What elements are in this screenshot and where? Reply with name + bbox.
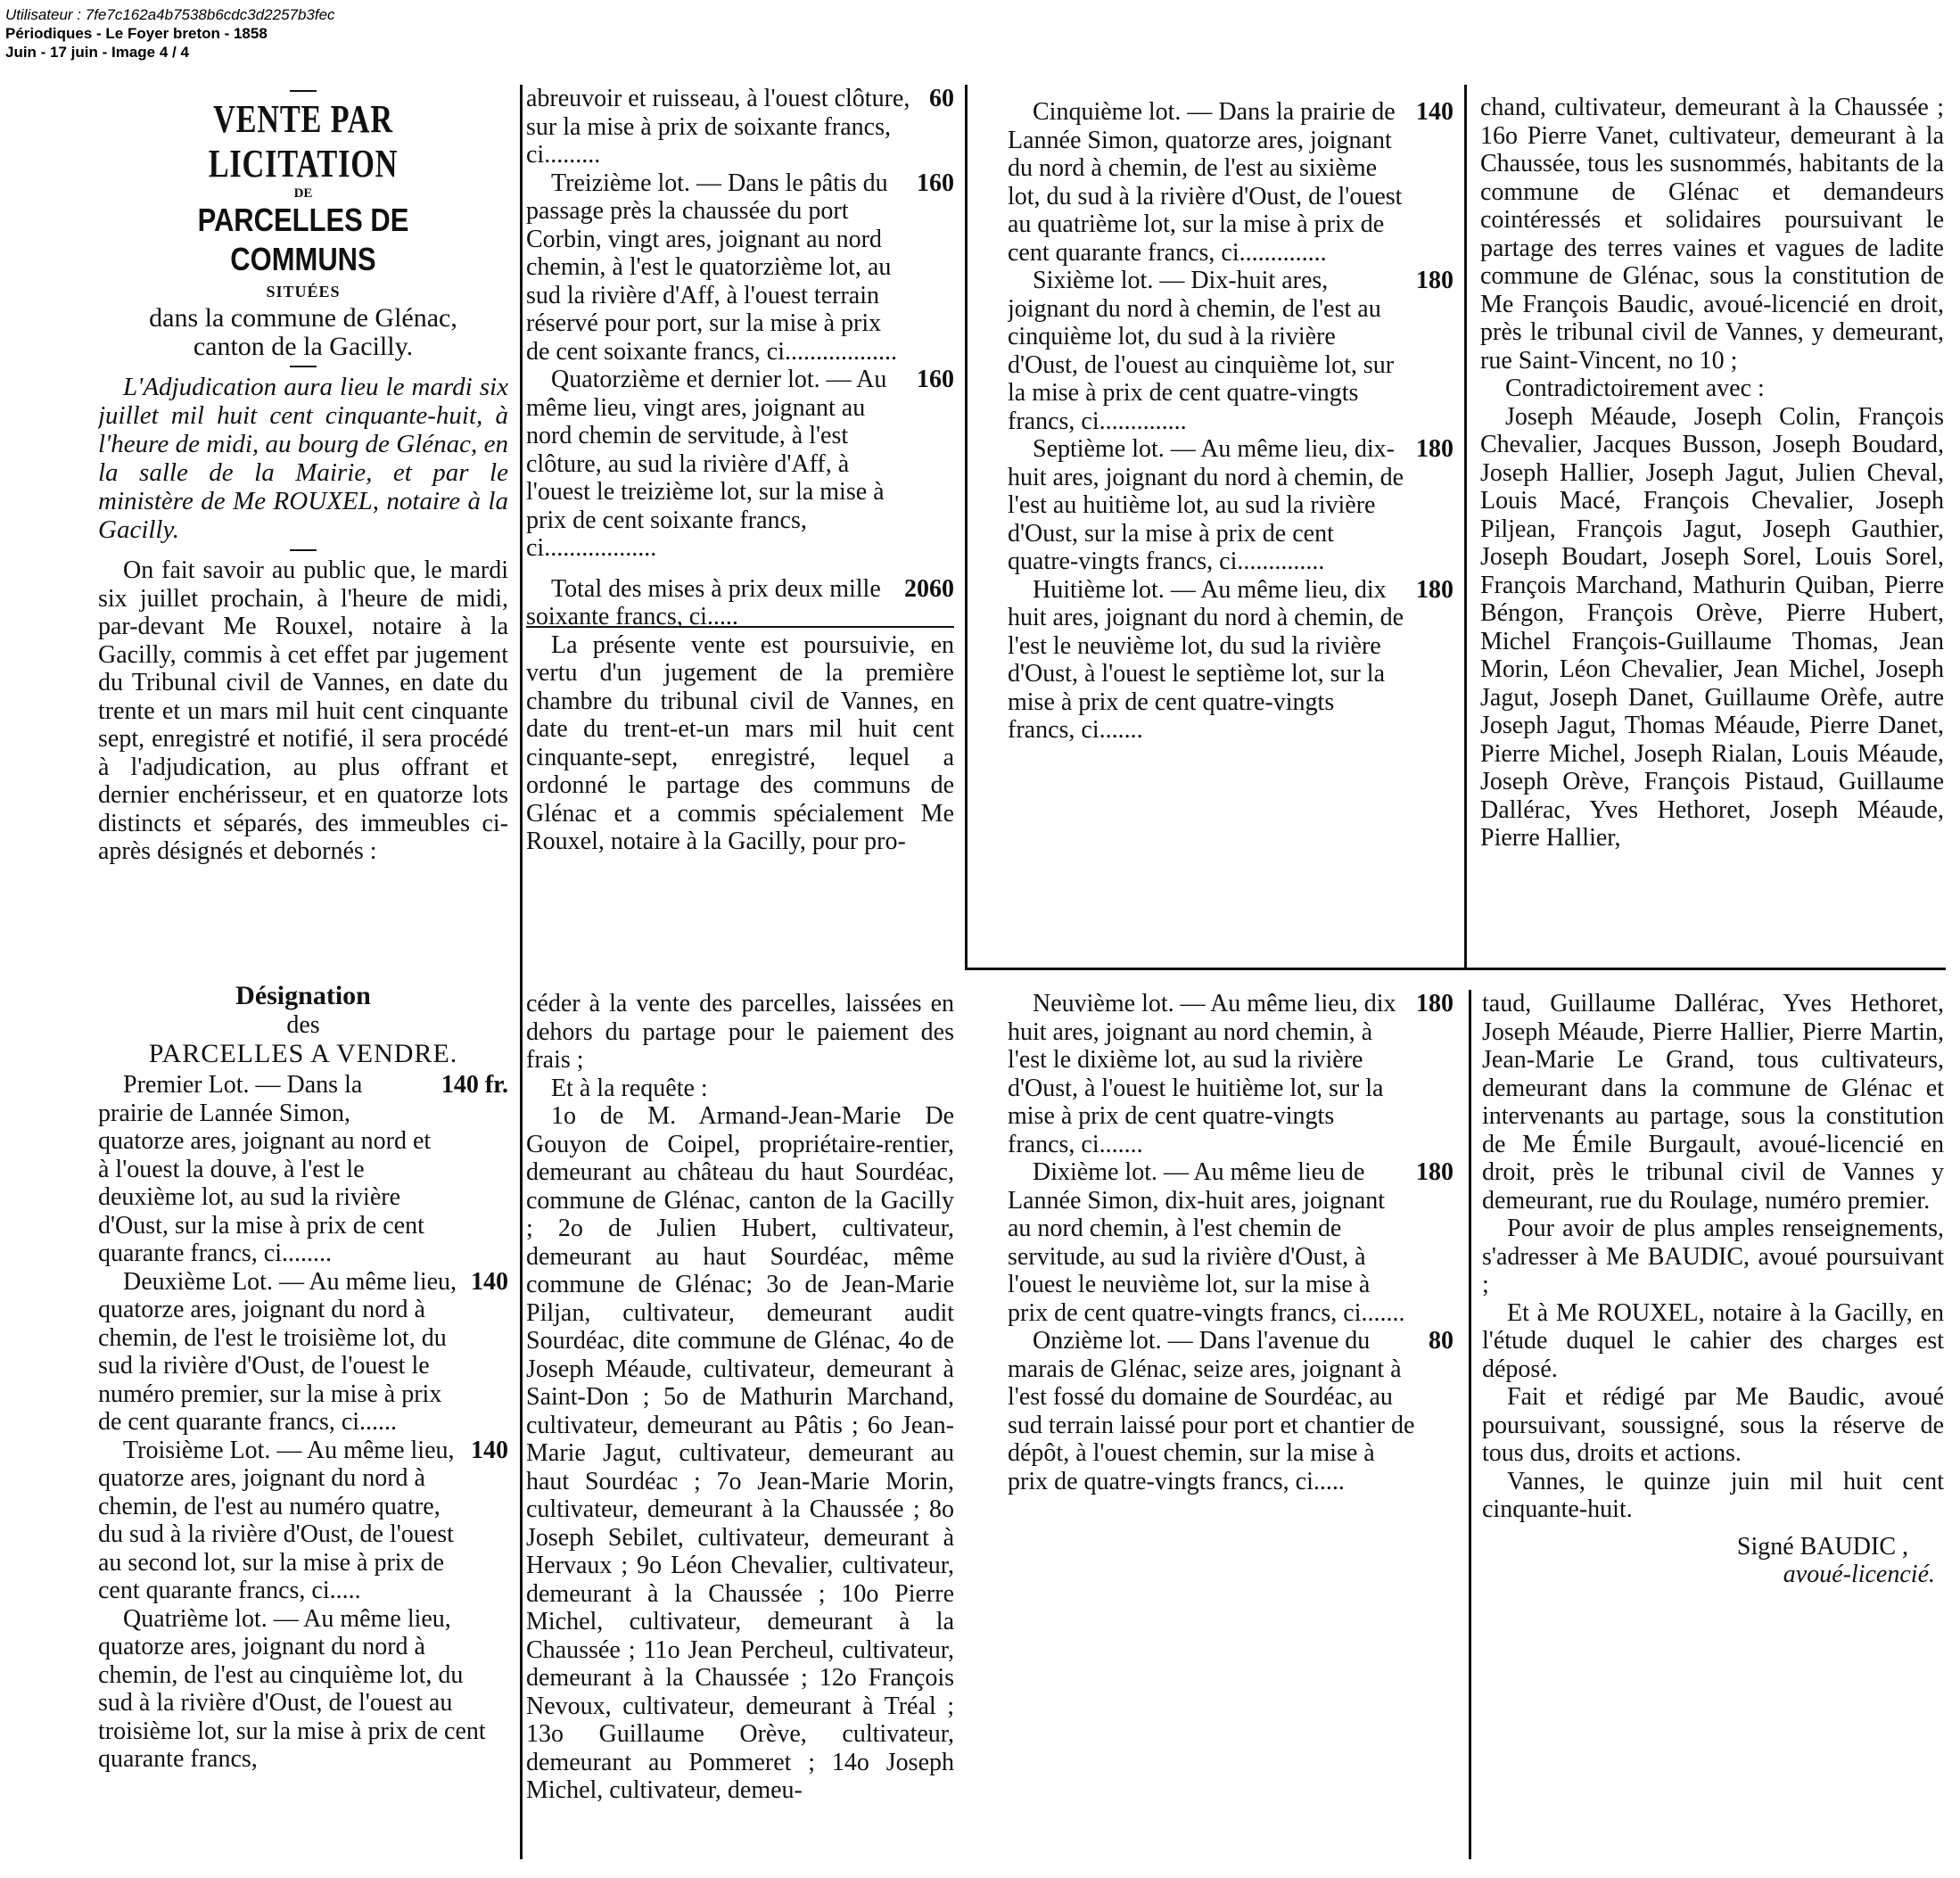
- rouxel-paragraph: Et à Me ROUXEL, notaire à la Gacilly, en l'étude duquel le cahier des charges est déposé.: [1482, 1298, 1944, 1383]
- user-id: Utilisateur : 7fe7c162a4b7538b6cdc3d2257b3fec: [5, 6, 335, 23]
- lot-entry: [1008, 576, 1454, 745]
- lot-description: Onzième lot. — Dans l'avenue du marais de Glénac, seize ares, joignant à l'est fossé du domaine de Sourdéac, au sud terrain laissé pour port et chantier de dépôt, à l'ouest chemin, sur la mise à prix de quatre-vingts francs, ci.....: [1008, 1327, 1415, 1495]
- requete-title: Et à la requête :: [551, 1074, 708, 1102]
- rule: [290, 549, 317, 551]
- lot-entry: [1008, 1158, 1454, 1327]
- contradictoirement-title: Contradictoirement avec :: [1505, 375, 1765, 402]
- signature: Signé BAUDIC ,: [1736, 1532, 1908, 1561]
- section-divider: [965, 968, 1946, 970]
- lot-price: 140: [471, 1436, 508, 1464]
- poursuite-paragraph: La présente vente est poursuivie, en vertu d'un jugement de la première chambre du tribunal civil de Vannes, en date du trent-et-un mars mil huit cent cinquante-sept, enregistré, lequel a ordonné le partage des communs de Glénac et a commis spécialement Me Rouxel, notaire à la Gacilly, pour pro-: [526, 630, 954, 855]
- lot-price: 80: [1429, 1327, 1454, 1355]
- title-de: DE: [293, 186, 313, 201]
- designation-title: Désignation: [235, 981, 371, 1010]
- lot-entry: [526, 85, 954, 169]
- lot-description: Huitième lot. — Au même lieu, dix huit ares, joignant du nord à chemin, de l'est le neuvième lot, du sud la rivière d'Oust, à l'ouest le septième lot, sur la mise à prix de cent quatre-vingts francs, ci.......: [1008, 575, 1404, 744]
- page-metadata: [5, 5, 335, 62]
- lot-entry: [1008, 1327, 1454, 1495]
- lot-description: Cinquième lot. — Dans la prairie de Lannée Simon, quatorze ares, joignant du nord à chemin, de l'est au sixième lot, du sud à la rivière d'Oust, de l'ouest au quatrième lot, sur la mise à prix de cent quarante francs, ci..............: [1008, 98, 1403, 267]
- lot-price: 180: [1416, 435, 1454, 463]
- lot-description: Troisième Lot. — Au même lieu, quatorze ares, joignant du nord à chemin, de l'est au numéro quatre, du sud à la rivière d'Oust, de l'ouest au second lot, sur la mise à prix de cent quarante francs, ci.....: [98, 1436, 455, 1604]
- date-paragraph: Vannes, le quinze juin mil huit cent cinquante-huit.: [1482, 1467, 1944, 1523]
- lot-entry: [526, 366, 954, 563]
- lot-price: 160: [917, 169, 954, 197]
- lot-price: 140: [471, 1267, 508, 1296]
- lot-price: 140: [1416, 98, 1454, 126]
- lot-description: Deuxième Lot. — Au même lieu, quatorze ares, joignant du nord à chemin, de l'est le troisième lot, du sud la rivière d'Oust, de l'ouest le numéro premier, sur la mise à prix de cent quarante francs, ci......: [98, 1267, 457, 1436]
- lot-entry: [1008, 98, 1454, 267]
- column-divider: [1464, 85, 1467, 968]
- total-entry: [526, 575, 954, 631]
- lot-price: 60: [929, 85, 954, 112]
- total-description: Total des mises à prix deux mille soixante francs, ci.....: [526, 574, 881, 630]
- lot-description: Treizième lot. — Dans le pâtis du passage près la chaussée du port Corbin, vingt ares, joignant au nord chemin, à l'est le quatorzième lot, au sud la rivière d'Aff, à l'ouest terrain réservé pour port, sur la mise à prix de cent soixante francs, ci..................: [526, 169, 897, 366]
- rule: [290, 90, 317, 92]
- requete-paragraph: 1o de M. Armand-Jean-Marie De Gouyon de Coipel, propriétaire-rentier, demeurant au château du haut Sourdéac, commune de Glénac, canton de la Gacilly ; 2o de Julien Hubert, cultivateur, demeurant au haut Sourdéac, même commune de Glénac; 3o de Jean-Marie Piljan, cultivateur, demeurant audit Sourdéac, dite commune de Glénac, 4o de Joseph Méaude, cultivateur, demeurant à Saint-Don ; 5o de Mathurin Marchand, cultivateur, demeurant au Pâtis ; 6o Jean-Marie Jagut, cultivateur, demeurant au haut Sourdéac ; 7o Jean-Marie Morin, cultivateur, demeurant à la Chaussée ; 8o Joseph Sebilet, cultivateur, demeurant à Hervaux ; 9o Léon Chevalier, cultivateur, demeurant à la Chaussée ; 10o Pierre Michel, cultivateur, demeurant à la Chaussée ; 11o Jean Percheul, cultivateur, demeurant à la Chaussée ; 12o François Nevoux, cultivateur, demeurant à Tréal ; 13o Guillaume Orève, cultivateur, demeurant au Pommeret ; 14o Joseph Michel, cultivateur, demeu-: [526, 1102, 954, 1804]
- column-2-top: [526, 85, 954, 963]
- rule: [290, 366, 317, 367]
- notice-title: VENTE PAR LICITATION: [208, 97, 399, 185]
- column-4-bottom: [1482, 990, 1944, 1868]
- renseignements-paragraph: Pour avoir de plus amples renseignements, s'adresser à Me BAUDIC, avoué poursuivant ;: [1482, 1215, 1944, 1298]
- lot-price: 180: [1416, 990, 1454, 1017]
- lot-description: Quatrième lot. — Au même lieu, quatorze ares, joignant du nord à chemin, de l'est au cinquième lot, du sud à la rivière d'Oust, de l'ouest au troisième lot, sur la mise à prix de cent quarante francs,: [98, 1604, 486, 1773]
- designation-des: des: [286, 1011, 320, 1039]
- lot-price: 180: [1416, 575, 1454, 604]
- lot-description: Septième lot. — Au même lieu, dix-huit ares, joignant du nord à chemin, de l'est au huitième lot, au sud la rivière d'Oust, sur la mise à prix de cent quatre-vingts francs, ci..............: [1008, 435, 1404, 575]
- defendants-continuation: taud, Guillaume Dallérac, Yves Hethoret, Joseph Méaude, Pierre Hallier, Pierre Martin, Jean-Marie Le Grand, tous cultivateurs, demeurant dans la commune de Glénac et intervenants au partage, sous la constitution de Me Émile Burgault, avoué-licencié en droit, près le tribunal civil de Vannes y demeurant, rue du Roulage, numéro premier.: [1482, 990, 1944, 1215]
- lot-description: Neuvième lot. — Au même lieu, dix huit ares, joignant au nord chemin, à l'est le dixième lot, au sud la rivière d'Oust, à l'ouest le huitième lot, sur la mise à prix de cent quatre-vingts francs, ci.......: [1008, 990, 1396, 1158]
- column-2-bottom: [526, 990, 954, 1868]
- column-4-top: [1480, 94, 1944, 963]
- column-divider: [965, 85, 968, 968]
- lot-description: Sixième lot. — Dix-huit ares, joignant du nord à chemin, de l'est au cinquième lot, du sud à la rivière d'Oust, de l'ouest au cinquième lot, sur la mise à prix de cent quatre-vingts francs, ci..............: [1008, 267, 1395, 435]
- lot-entry: [98, 1605, 508, 1774]
- lot-price: 180: [1416, 267, 1454, 294]
- signature-title: avoué-licencié.: [1783, 1561, 1935, 1588]
- total-price: 2060: [904, 574, 954, 603]
- lot-entry: [1008, 267, 1454, 435]
- lot-entry: [1008, 990, 1454, 1158]
- lot-description: Quatorzième et dernier lot. — Au même lieu, vingt ares, joignant au nord chemin de servitude, à l'est clôture, au sud la rivière d'Aff, à l'ouest le treizième lot, sur la mise à prix de cent soixante francs, ci..................: [526, 366, 887, 562]
- lot-entry: [98, 1437, 508, 1605]
- situees-label: SITUÉES: [266, 283, 341, 301]
- lot-price: 140 fr.: [441, 1071, 508, 1099]
- column-1-bottom: [98, 981, 508, 1864]
- notice-paragraph: On fait savoir au public que, le mardi six juillet prochain, à l'heure de midi, par-devant Me Rouxel, notaire à la Gacilly, commis à cet effet par jugement du Tribunal civil de Vannes, en date du trente et un mars mil huit cent cinquante sept, enregistré et notifié, il sera procédé à l'adjudication, au plus offrant et dernier enchérisseur, et en quatorze lots distincts et séparés, des immeubles ci-après désignés et debornés :: [98, 556, 508, 865]
- lot-entry: [1008, 435, 1454, 576]
- lot-entry: [98, 1071, 508, 1268]
- adjudication-paragraph: L'Adjudication aura lieu le mardi six juillet mil huit cent cinquante-huit, à l'heure de midi, au bourg de Glénac, en la salle de la Mairie, et par le ministère de Me ROUXEL, notaire à la Gacilly.: [98, 373, 508, 544]
- column-3-top: [1008, 98, 1454, 963]
- lot-entry: [526, 169, 954, 367]
- lot-price: 160: [917, 366, 954, 393]
- canton-line: canton de la Gacilly.: [193, 331, 414, 361]
- lot-description: abreuvoir et ruisseau, à l'ouest clôture, sur la mise à prix de soixante francs, ci.........: [526, 85, 910, 169]
- lot-description: Dixième lot. — Au même lieu de Lannée Simon, dix-huit ares, joignant au nord chemin, à l'est chemin de servitude, au sud la rivière d'Oust, à l'ouest le neuvième lot, sur la mise à prix de cent quatre-vingts francs, ci.......: [1008, 1158, 1405, 1327]
- parties-paragraph: chand, cultivateur, demeurant à la Chaussée ; 16o Pierre Vanet, cultivateur, demeurant à la Chaussée, tous les susnommés, habitants de la commune de Glénac et demandeurs cointéressés et solidaires poursuivant le partage des terres vaines et vagues de ladite commune de Glénac, sous la constitution de Me François Baudic, avoué-licencié en droit, près le tribunal civil de Vannes, y demeurant, rue Saint-Vincent, no 10 ;: [1480, 94, 1944, 375]
- fait-paragraph: Fait et rédigé par Me Baudic, avoué poursuivant, soussigné, sous la réserve de tous dus, droits et actions.: [1482, 1383, 1944, 1467]
- designation-subtitle: PARCELLES A VENDRE.: [148, 1038, 458, 1068]
- column-3-bottom: [1008, 990, 1454, 1868]
- column-divider: [520, 85, 523, 1859]
- lot-price: 180: [1416, 1158, 1454, 1186]
- column-divider: [1469, 990, 1471, 1859]
- periodical-name: Périodiques - Le Foyer breton - 1858: [5, 25, 268, 42]
- notice-subtitle: PARCELLES DE COMMUNS: [197, 202, 409, 277]
- lot-entry: [98, 1268, 508, 1437]
- defendants-list: Joseph Méaude, Joseph Colin, François Chevalier, Jacques Busson, Joseph Boudard, Joseph Hallier, Joseph Jagut, Julien Cheval, Louis Macé, François Chevalier, Joseph Piljean, François Jagut, Joseph Gauthier, Joseph Boudart, Joseph Sorel, Louis Sorel, François Marchand, Mathurin Quiban, Pierre Béngon, François Orève, Pierre Hubert, Michel François-Guillaume Thomas, Jean Morin, Léon Chevalier, Jean Michel, Joseph Jagut, Joseph Danet, Guillaume Orèfe, autre Joseph Jagut, Thomas Méaude, Pierre Danet, Pierre Michel, Joseph Rialan, Louis Méaude, Joseph Orève, François Pistaud, Guillaume Dallérac, Yves Hethoret, Joseph Méaude, Pierre Hallier,: [1480, 402, 1944, 852]
- poursuite-continuation: céder à la vente des parcelles, laissées en dehors du partage pour le paiement des frais ;: [526, 990, 954, 1074]
- issue-info: Juin - 17 juin - Image 4 / 4: [5, 44, 189, 61]
- commune-line: dans la commune de Glénac,: [149, 303, 457, 333]
- lot-description: Premier Lot. — Dans la prairie de Lannée Simon, quatorze ares, joignant au nord et à l'ouest la douve, à l'est le deuxième lot, au sud la rivière d'Oust, sur la mise à prix de cent quarante francs, ci........: [98, 1071, 432, 1267]
- column-1-top: [98, 85, 508, 941]
